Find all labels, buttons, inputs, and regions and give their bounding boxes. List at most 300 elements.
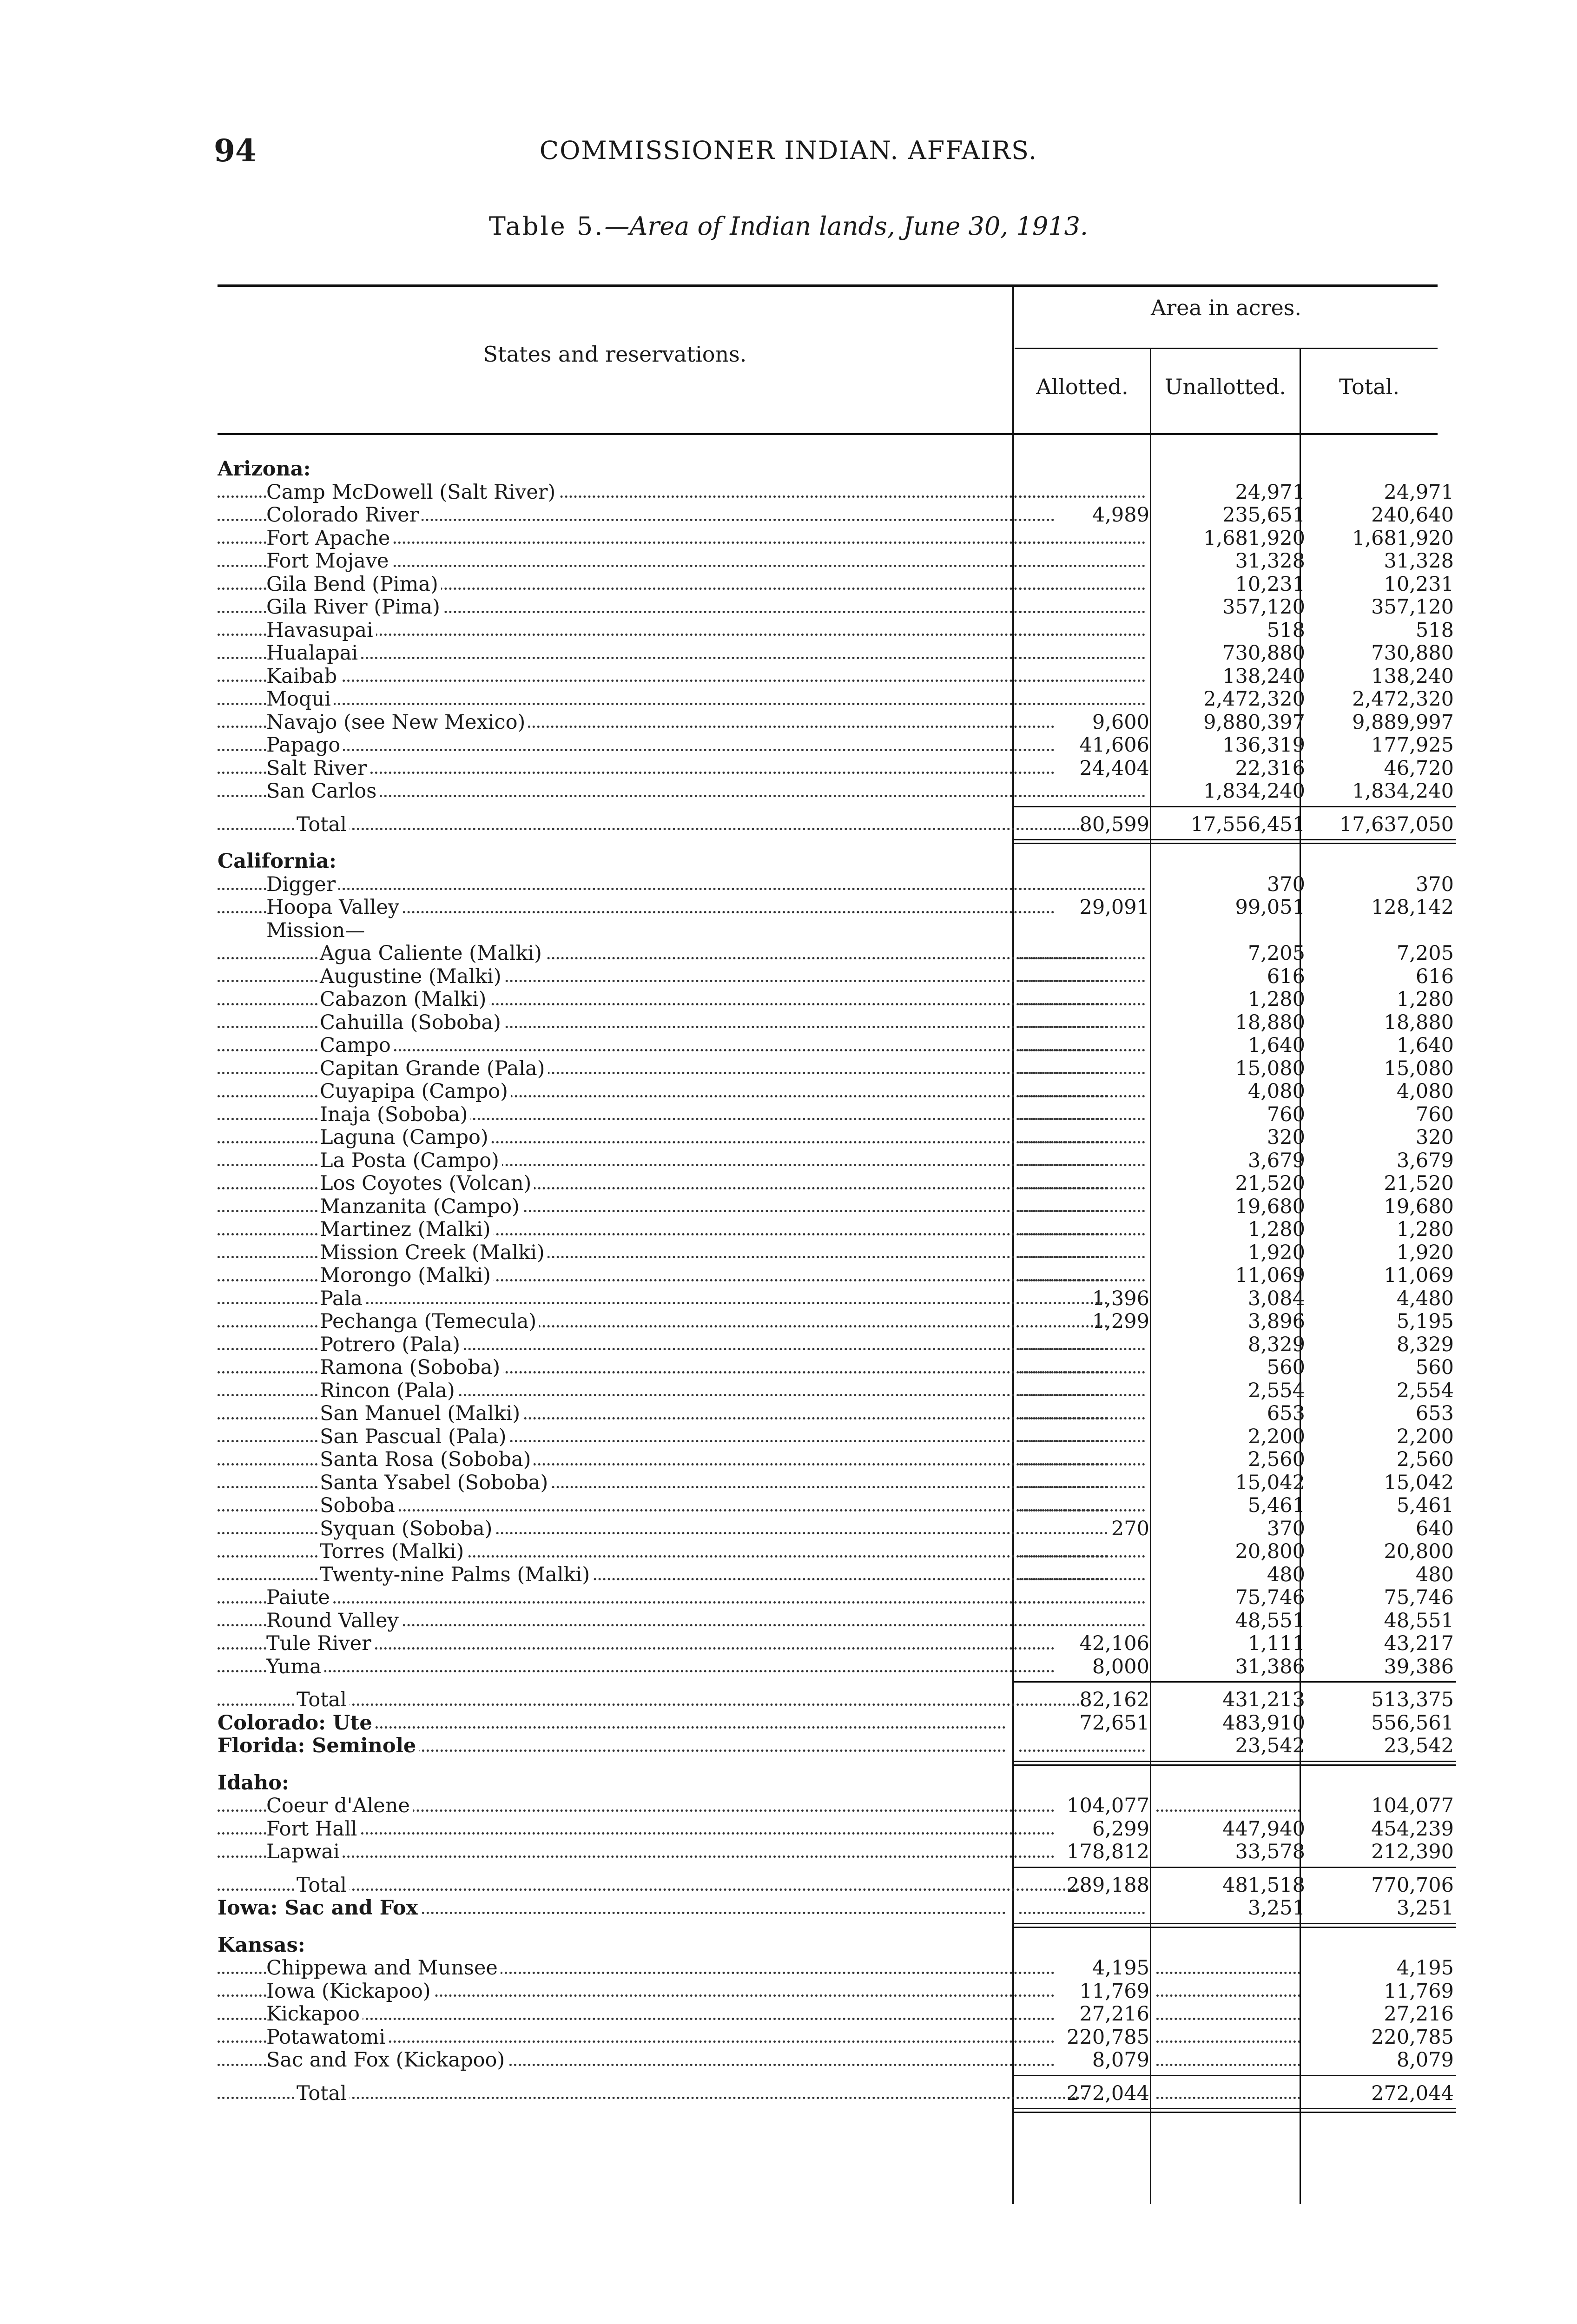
table-row: [218, 1841, 1456, 1864]
total-cell: 20,800: [1384, 1540, 1454, 1563]
row-label-text: Mission Creek (Malki): [320, 1241, 548, 1264]
table-caption: —Area of Indian lands, June 30, 1913.: [604, 211, 1089, 241]
allotted-cell: 42,106: [1079, 1632, 1149, 1655]
unallotted-cell: 370: [1267, 1517, 1305, 1540]
total-cell: 760: [1415, 1103, 1454, 1126]
row-label-text: Florida: Seminole: [218, 1735, 419, 1757]
row-label: [218, 458, 1008, 481]
row-label: [218, 1934, 1008, 1957]
unallotted-cell: 653: [1267, 1402, 1305, 1425]
total-cell: 560: [1415, 1356, 1454, 1379]
row-label-text: Santa Ysabel (Soboba): [320, 1472, 551, 1494]
row-label-text: Torres (Malki): [320, 1540, 467, 1563]
unallotted-cell: 1,280: [1247, 1218, 1305, 1241]
row-label-text: Gila Bend (Pima): [266, 573, 441, 596]
total-cell: 5,461: [1396, 1494, 1454, 1517]
allotted-cell: 8,079: [1092, 2048, 1149, 2072]
table-row: [218, 573, 1456, 596]
allotted-cell: 29,091: [1079, 896, 1149, 919]
row-label: [218, 1841, 1056, 1864]
row-label: [218, 1310, 1110, 1334]
allotted-empty-leader: [1015, 965, 1149, 989]
row-label: [218, 665, 1056, 688]
table-row: [218, 1586, 1456, 1610]
unallotted-cell: 138,240: [1222, 664, 1305, 688]
total-row: [218, 1689, 1456, 1712]
table-row: [218, 1632, 1456, 1656]
row-label: [218, 780, 1056, 803]
total-cell: 24,971: [1384, 480, 1454, 504]
total-cell: 320: [1415, 1126, 1454, 1149]
allotted-cell: 178,812: [1067, 1840, 1149, 1863]
allotted-empty-leader: [1015, 1195, 1149, 1219]
row-label: [218, 1957, 1056, 1980]
allotted-empty-leader: [1015, 1540, 1149, 1564]
row-label-text: Kaibab: [266, 665, 340, 688]
total-cell: 177,925: [1371, 733, 1454, 757]
allotted-cell: 82,162: [1079, 1688, 1149, 1711]
unallotted-cell: 99,051: [1235, 896, 1305, 919]
table-row: [218, 1494, 1456, 1518]
allotted-empty-leader: [1015, 1472, 1149, 1495]
row-label-text: Potrero (Pala): [320, 1334, 463, 1356]
stub-header: States and reservations.: [483, 342, 747, 367]
unallotted-cell: 431,213: [1222, 1688, 1305, 1711]
allotted-empty-leader: [1015, 1172, 1149, 1195]
row-label-text: Moqui: [266, 688, 334, 711]
row-label: [218, 896, 1056, 919]
unallotted-empty-leader: [1152, 1957, 1305, 1980]
row-label-text: Los Coyotes (Volcan): [320, 1172, 534, 1195]
total-cell: 730,880: [1371, 641, 1454, 665]
total-cell: 8,329: [1396, 1333, 1454, 1356]
row-label-text: Hualapai: [266, 642, 361, 665]
total-cell: 4,195: [1396, 1956, 1454, 1980]
total-cell: 2,560: [1396, 1448, 1454, 1471]
unallotted-cell: 24,971: [1235, 480, 1305, 504]
row-label-text: Idaho:: [218, 1772, 292, 1795]
row-label-text: Paiute: [266, 1586, 333, 1609]
total-cell: 770,706: [1371, 1873, 1454, 1897]
unallotted-cell: 1,111: [1247, 1632, 1305, 1655]
table-row: [218, 1287, 1456, 1311]
total-cell: 138,240: [1371, 664, 1454, 688]
rule-line: [1012, 1764, 1456, 1766]
total-cell: 480: [1415, 1563, 1454, 1586]
allotted-cell: 4,989: [1092, 503, 1149, 527]
state-heading-row: [218, 1772, 1456, 1795]
total-cell: 220,785: [1371, 2025, 1454, 2049]
row-label-text: Laguna (Campo): [320, 1126, 491, 1149]
unallotted-header: Unallotted.: [1164, 374, 1287, 399]
total-cell: 3,251: [1396, 1896, 1454, 1920]
allotted-empty-leader: [1015, 619, 1149, 642]
rule-line: [1012, 1867, 1456, 1868]
row-label-text: Potawatomi: [266, 2026, 388, 2049]
row-label: [218, 1772, 1008, 1795]
unallotted-cell: 10,231: [1235, 572, 1305, 596]
table-row: [218, 665, 1456, 688]
allotted-empty-leader: [1015, 1610, 1149, 1633]
table-row: [218, 2003, 1456, 2026]
section-double-rule: [218, 1758, 1456, 1772]
table-row: [218, 1126, 1456, 1149]
unallotted-cell: 19,680: [1235, 1195, 1305, 1218]
allotted-cell: 11,769: [1079, 1979, 1149, 2003]
table-row: [218, 1380, 1456, 1403]
row-label: [218, 504, 1056, 527]
row-label: [218, 1241, 1110, 1265]
row-label-text: Gila River (Pima): [266, 596, 443, 619]
row-label-text: San Manuel (Malki): [320, 1402, 523, 1425]
allotted-empty-leader: [1015, 550, 1149, 573]
row-label-text: Augustine (Malki): [320, 965, 504, 988]
table-row: [218, 1356, 1456, 1380]
row-label: [218, 1011, 1110, 1035]
unallotted-cell: 136,319: [1222, 733, 1305, 757]
allotted-empty-leader: [1015, 1735, 1149, 1758]
rule-line: [1012, 2108, 1456, 2109]
row-label-text: Total: [297, 2082, 350, 2105]
table-row: [218, 1402, 1456, 1426]
table-row: [218, 642, 1456, 665]
total-cell: 11,769: [1384, 1979, 1454, 2003]
section-double-rule: [218, 836, 1456, 850]
allotted-empty-leader: [1015, 596, 1149, 619]
row-label: [218, 1034, 1110, 1057]
unallotted-cell: 5,461: [1247, 1494, 1305, 1517]
table-row: [218, 1818, 1456, 1841]
row-label-text: Santa Rosa (Soboba): [320, 1448, 534, 1471]
row-label: [218, 1426, 1110, 1449]
table-row: [218, 734, 1456, 757]
row-label: [218, 965, 1110, 989]
row-label-text: Cuyapipa (Campo): [320, 1080, 511, 1103]
row-label-text: San Carlos: [266, 780, 379, 803]
row-label: [218, 1195, 1110, 1219]
row-label: [218, 1057, 1110, 1081]
unallotted-cell: 23,542: [1235, 1734, 1305, 1757]
table-row: [218, 942, 1456, 965]
total-cell: 212,390: [1371, 1840, 1454, 1863]
row-label-text: Manzanita (Campo): [320, 1195, 522, 1218]
table-row: [218, 1426, 1456, 1449]
table-top-rule: [218, 284, 1438, 287]
row-label: [218, 1472, 1110, 1495]
total-rule: [218, 1678, 1456, 1689]
row-label-text: Papago: [266, 734, 343, 757]
table-row: [218, 550, 1456, 573]
allotted-empty-leader: [1015, 1080, 1149, 1103]
row-label-text: Colorado River: [266, 504, 422, 527]
section-double-rule: [218, 1920, 1456, 1934]
row-label-text: Total: [297, 1874, 350, 1897]
allotted-cell: 80,599: [1079, 812, 1149, 836]
allotted-cell: 24,404: [1079, 756, 1149, 780]
allotted-cell: 9,600: [1092, 710, 1149, 734]
row-label: [218, 2026, 1056, 2049]
allotted-empty-leader: [1015, 688, 1149, 711]
table-row: [218, 1149, 1456, 1173]
total-cell: 2,472,320: [1352, 687, 1454, 711]
table-row: [218, 619, 1456, 642]
row-label: [218, 1564, 1110, 1587]
unallotted-cell: 518: [1267, 618, 1305, 642]
allotted-empty-leader: [1015, 1380, 1149, 1403]
allotted-empty-leader: [1015, 1586, 1149, 1610]
row-label: [218, 2049, 1056, 2072]
total-cell: 18,880: [1384, 1010, 1454, 1034]
table-row: [218, 1712, 1456, 1735]
row-label: [218, 1795, 1056, 1818]
table-row: [218, 1795, 1456, 1818]
row-label: [218, 1818, 1056, 1841]
unallotted-empty-leader: [1152, 2026, 1305, 2049]
total-cell: 15,080: [1384, 1056, 1454, 1080]
row-label-text: Fort Hall: [266, 1818, 360, 1841]
allotted-empty-leader: [1015, 481, 1149, 504]
row-label: [218, 2003, 1056, 2026]
allotted-empty-leader: [1015, 1241, 1149, 1265]
rule-line: [1012, 1923, 1456, 1924]
allotted-header: Allotted.: [1036, 374, 1128, 399]
unallotted-cell: 8,329: [1247, 1333, 1305, 1356]
row-label-text: San Pascual (Pala): [320, 1426, 509, 1448]
row-label-text: Fort Mojave: [266, 550, 392, 573]
unallotted-cell: 2,200: [1247, 1425, 1305, 1448]
row-label: [218, 1218, 1110, 1241]
total-cell: 11,069: [1384, 1264, 1454, 1287]
row-label: [218, 481, 1056, 504]
row-label-text: Tule River: [266, 1632, 374, 1655]
unallotted-cell: 4,080: [1247, 1080, 1305, 1103]
table-row: [218, 688, 1456, 711]
table-row: [218, 1218, 1456, 1241]
total-cell: 4,080: [1396, 1080, 1454, 1103]
table-row: [218, 1610, 1456, 1633]
table-row: [218, 1080, 1456, 1103]
section-double-rule: [218, 2105, 1456, 2119]
total-cell: 4,480: [1396, 1287, 1454, 1310]
row-label-text: Agua Caliente (Malki): [320, 942, 545, 965]
unallotted-cell: 11,069: [1235, 1264, 1305, 1287]
total-cell: 10,231: [1384, 572, 1454, 596]
row-label-text: Sac and Fox (Kickapoo): [266, 2049, 508, 2072]
row-label: [218, 1287, 1110, 1311]
row-label: [218, 573, 1056, 596]
allotted-empty-leader: [1015, 527, 1149, 550]
unallotted-cell: 760: [1267, 1103, 1305, 1126]
row-label-text: Arizona:: [218, 458, 313, 481]
table-row: [218, 1195, 1456, 1219]
row-label: [218, 1494, 1110, 1518]
unallotted-cell: 15,042: [1235, 1471, 1305, 1494]
row-label-text: Salt River: [266, 757, 370, 780]
allotted-empty-leader: [1015, 1218, 1149, 1241]
total-cell: 272,044: [1371, 2081, 1454, 2105]
state-heading-row: [218, 1934, 1456, 1957]
total-cell: 31,328: [1384, 549, 1454, 573]
row-label-text: Colorado: Ute: [218, 1712, 375, 1735]
table-row: [218, 1957, 1456, 1980]
row-label: [218, 1080, 1110, 1103]
row-label-text: Syquan (Soboba): [320, 1518, 495, 1540]
unallotted-cell: 1,640: [1247, 1034, 1305, 1057]
total-cell: 75,746: [1384, 1586, 1454, 1609]
table-row: [218, 1897, 1456, 1920]
row-label-text: Round Valley: [266, 1610, 402, 1632]
row-label: [218, 1656, 1056, 1679]
unallotted-cell: 31,386: [1235, 1655, 1305, 1678]
total-cell: 518: [1415, 618, 1454, 642]
total-cell: 454,239: [1371, 1817, 1454, 1841]
allotted-empty-leader: [1015, 1356, 1149, 1380]
rule-line: [1012, 843, 1456, 844]
table-row: [218, 1448, 1456, 1472]
total-row: [218, 813, 1456, 837]
allotted-empty-leader: [1015, 780, 1149, 803]
unallotted-cell: 75,746: [1235, 1586, 1305, 1609]
unallotted-cell: 31,328: [1235, 549, 1305, 573]
row-label-text: Soboba: [320, 1494, 398, 1517]
total-cell: 1,920: [1396, 1241, 1454, 1264]
total-cell: 556,561: [1371, 1711, 1454, 1735]
row-label: [218, 988, 1110, 1011]
row-label: [218, 1126, 1110, 1149]
group-header-rule: [1015, 348, 1438, 349]
row-label-text: Inaja (Soboba): [320, 1103, 470, 1126]
row-label-text: Pechanga (Temecula): [320, 1310, 539, 1333]
row-label-text: Coeur d'Alene: [266, 1795, 413, 1817]
row-label: [218, 1735, 1008, 1758]
total-cell: 21,520: [1384, 1172, 1454, 1195]
allotted-empty-leader: [1015, 1057, 1149, 1081]
row-label: [218, 1632, 1056, 1656]
total-cell: 370: [1415, 872, 1454, 896]
allotted-empty-leader: [1015, 1494, 1149, 1518]
allotted-cell: 41,606: [1079, 733, 1149, 757]
total-cell: 128,142: [1371, 896, 1454, 919]
allotted-empty-leader: [1015, 1426, 1149, 1449]
unallotted-cell: 3,896: [1247, 1310, 1305, 1333]
total-cell: 43,217: [1384, 1632, 1454, 1655]
rule-line: [1012, 806, 1456, 807]
table-row: [218, 2026, 1456, 2049]
unallotted-empty-leader: [1152, 1980, 1305, 2003]
unallotted-cell: 481,518: [1222, 1873, 1305, 1897]
row-label: [218, 596, 1056, 619]
total-rule: [218, 2072, 1456, 2082]
row-label-text: Chippewa and Munsee: [266, 1957, 501, 1980]
row-label-text: California:: [218, 850, 339, 873]
unallotted-cell: 235,651: [1222, 503, 1305, 527]
total-cell: 104,077: [1371, 1794, 1454, 1817]
table-row: [218, 1564, 1456, 1587]
unallotted-cell: 447,940: [1222, 1817, 1305, 1841]
row-label-text: Digger: [266, 873, 338, 896]
unallotted-empty-leader: [1152, 2049, 1305, 2072]
row-label: [218, 919, 1056, 943]
unallotted-cell: 22,316: [1235, 756, 1305, 780]
total-cell: 1,280: [1396, 1218, 1454, 1241]
row-label: [218, 850, 1008, 873]
table-row: [218, 919, 1456, 943]
row-label-text: Twenty-nine Palms (Malki): [320, 1564, 593, 1586]
unallotted-cell: 7,205: [1247, 942, 1305, 965]
unallotted-cell: 370: [1267, 872, 1305, 896]
allotted-empty-leader: [1015, 873, 1149, 897]
row-label: [218, 642, 1056, 665]
table-row: [218, 1980, 1456, 2003]
table-row: [218, 527, 1456, 550]
row-label: [218, 1586, 1056, 1610]
row-label: [218, 1380, 1110, 1403]
table-row: [218, 965, 1456, 989]
allotted-empty-leader: [1015, 1034, 1149, 1057]
unallotted-cell: 357,120: [1222, 595, 1305, 619]
table-row: [218, 1518, 1456, 1541]
unallotted-empty-leader: [1152, 2082, 1305, 2106]
table-row: [218, 1735, 1456, 1758]
unallotted-empty-leader: [1152, 2003, 1305, 2026]
unallotted-cell: 15,080: [1235, 1056, 1305, 1080]
allotted-empty-leader: [1015, 1448, 1149, 1472]
total-cell: 3,679: [1396, 1149, 1454, 1172]
table-title: [0, 211, 1577, 241]
total-cell: 7,205: [1396, 942, 1454, 965]
table-row: [218, 780, 1456, 803]
table-row: [218, 1472, 1456, 1495]
total-cell: 240,640: [1371, 503, 1454, 527]
row-label: [218, 1874, 1087, 1897]
allotted-empty-leader: [1015, 1011, 1149, 1035]
row-label: [218, 1897, 1008, 1920]
allotted-empty-leader: [1015, 1897, 1149, 1920]
row-label: [218, 711, 1056, 734]
table-row: [218, 1057, 1456, 1081]
row-label: [218, 757, 1056, 780]
row-label-text: Pala: [320, 1287, 365, 1310]
allotted-empty-leader: [1015, 1103, 1149, 1127]
row-label: [218, 1356, 1110, 1380]
total-cell: 23,542: [1384, 1734, 1454, 1757]
total-row: [218, 1874, 1456, 1897]
table-body: [218, 458, 1456, 2119]
row-label-text: Lapwai: [266, 1841, 343, 1863]
total-cell: 2,200: [1396, 1425, 1454, 1448]
row-label-text: Capitan Grande (Pala): [320, 1057, 548, 1080]
row-label-text: La Posta (Campo): [320, 1149, 502, 1172]
allotted-empty-leader: [1015, 642, 1149, 665]
row-label: [218, 1980, 1056, 2003]
allotted-cell: 1,299: [1092, 1310, 1149, 1333]
allotted-empty-leader: [1015, 988, 1149, 1011]
row-label: [218, 619, 1056, 642]
row-label-text: Cabazon (Malki): [320, 988, 489, 1011]
row-label-text: Rincon (Pala): [320, 1380, 458, 1402]
row-label-text: Total: [297, 1689, 350, 1711]
unallotted-cell: 1,834,240: [1203, 779, 1305, 803]
row-label: [218, 1610, 1056, 1633]
row-label-text: Camp McDowell (Salt River): [266, 481, 558, 504]
unallotted-cell: 3,251: [1247, 1896, 1305, 1920]
total-cell: 1,280: [1396, 988, 1454, 1011]
total-row: [218, 2082, 1456, 2106]
table-row: [218, 711, 1456, 734]
table-row: [218, 504, 1456, 527]
allotted-cell: 1,396: [1092, 1287, 1149, 1310]
row-label: [218, 1334, 1110, 1357]
